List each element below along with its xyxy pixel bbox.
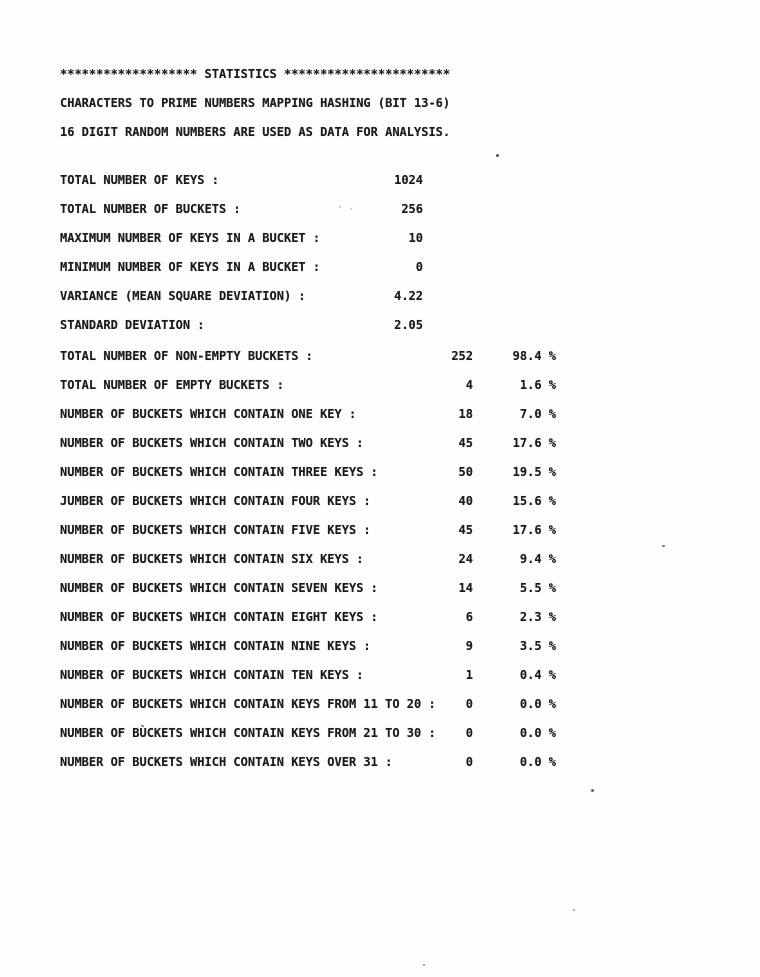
statistics-title: ******************* STATISTICS *********************** xyxy=(60,67,451,81)
stat-value: 45 xyxy=(458,436,473,450)
scan-speck xyxy=(662,545,665,547)
stat-value: 252 xyxy=(451,349,473,363)
stat-row xyxy=(0,698,760,713)
stat-row xyxy=(0,408,760,423)
stat-label: NUMBER OF BUCKETS WHICH CONTAIN TWO KEYS : xyxy=(60,436,364,450)
stat-label: NUMBER OF BUCKETS WHICH CONTAIN KEYS FROM 11 TO 20 : xyxy=(60,697,436,711)
scan-speck xyxy=(423,964,425,966)
data-source-subtitle: 16 DIGIT RANDOM NUMBERS ARE USED AS DATA FOR ANALYSIS. xyxy=(60,125,451,139)
stat-label: NUMBER OF BUCKETS WHICH CONTAIN ONE KEY : xyxy=(60,407,357,421)
stat-percent: 9.4 % xyxy=(519,552,556,566)
stat-row xyxy=(0,495,760,510)
stat-value: 24 xyxy=(458,552,473,566)
stat-percent: 0.0 % xyxy=(519,726,556,740)
stat-label: STANDARD DEVIATION : xyxy=(60,318,205,332)
stat-value: 18 xyxy=(458,407,473,421)
stat-label: NUMBER OF BÙCKETS WHICH CONTAIN KEYS FROM 21 TO 30 : xyxy=(60,726,436,740)
stat-value: 6 xyxy=(465,610,473,624)
stat-percent: 0.0 % xyxy=(519,697,556,711)
stat-label: NUMBER OF BUCKETS WHICH CONTAIN KEYS OVER 31 : xyxy=(60,755,393,769)
stat-label: NUMBER OF BUCKETS WHICH CONTAIN TEN KEYS : xyxy=(60,668,364,682)
stat-label: TOTAL NUMBER OF NON-EMPTY BUCKETS : xyxy=(60,349,313,363)
stat-row xyxy=(0,290,760,305)
stat-label: NUMBER OF BUCKETS WHICH CONTAIN SEVEN KEYS : xyxy=(60,581,378,595)
stat-label: TOTAL NUMBER OF EMPTY BUCKETS : xyxy=(60,378,284,392)
stat-percent: 19.5 % xyxy=(512,465,556,479)
stat-value: 9 xyxy=(465,639,473,653)
stat-row xyxy=(0,466,760,481)
stat-value: 4.22 xyxy=(394,289,423,303)
stat-percent: 5.5 % xyxy=(519,581,556,595)
hashing-method-subtitle: CHARACTERS TO PRIME NUMBERS MAPPING HASHING (BIT 13-6) xyxy=(60,96,451,110)
scan-speck xyxy=(573,909,575,911)
stat-percent: 1.6 % xyxy=(519,378,556,392)
stat-row xyxy=(0,611,760,626)
stat-percent: 98.4 % xyxy=(512,349,556,363)
stat-row xyxy=(0,203,760,218)
stat-label: TOTAL NUMBER OF BUCKETS : xyxy=(60,202,241,216)
stat-row xyxy=(0,232,760,247)
stat-row xyxy=(0,669,760,684)
stat-percent: 15.6 % xyxy=(512,494,556,508)
stat-label: TOTAL NUMBER OF KEYS : xyxy=(60,173,219,187)
stat-value: 40 xyxy=(458,494,473,508)
stat-label: NUMBER OF BUCKETS WHICH CONTAIN FIVE KEYS : xyxy=(60,523,371,537)
stat-value: 1024 xyxy=(394,173,423,187)
stat-percent: 17.6 % xyxy=(512,436,556,450)
scan-speck xyxy=(591,789,594,792)
stat-row xyxy=(0,727,760,742)
stat-value: 45 xyxy=(458,523,473,537)
stat-row xyxy=(0,379,760,394)
stat-label: JUMBER OF BUCKETS WHICH CONTAIN FOUR KEYS : xyxy=(60,494,371,508)
stat-row xyxy=(0,174,760,189)
stat-row xyxy=(0,553,760,568)
stat-value: 0 xyxy=(465,755,473,769)
stat-row xyxy=(0,640,760,655)
stat-row xyxy=(0,319,760,334)
stat-value: 0 xyxy=(465,697,473,711)
stat-value: 10 xyxy=(408,231,423,245)
stat-label: MINIMUM NUMBER OF KEYS IN A BUCKET : xyxy=(60,260,321,274)
stat-percent: 7.0 % xyxy=(519,407,556,421)
stat-value: 14 xyxy=(458,581,473,595)
stat-percent: 3.5 % xyxy=(519,639,556,653)
stat-value: 4 xyxy=(465,378,473,392)
stat-value: 2.05 xyxy=(394,318,423,332)
stat-row xyxy=(0,437,760,452)
scan-speck xyxy=(496,154,499,157)
stat-label: NUMBER OF BUCKETS WHICH CONTAIN THREE KEYS : xyxy=(60,465,378,479)
stat-label: NUMBER OF BUCKETS WHICH CONTAIN EIGHT KEYS : xyxy=(60,610,378,624)
stat-label: NUMBER OF BUCKETS WHICH CONTAIN SIX KEYS : xyxy=(60,552,364,566)
stat-row xyxy=(0,524,760,539)
scan-speck xyxy=(350,208,352,210)
stat-percent: 0.0 % xyxy=(519,755,556,769)
stat-percent: 17.6 % xyxy=(512,523,556,537)
stat-percent: 2.3 % xyxy=(519,610,556,624)
stat-value: 0 xyxy=(415,260,423,274)
stat-value: 0 xyxy=(465,726,473,740)
stat-percent: 0.4 % xyxy=(519,668,556,682)
scan-speck xyxy=(339,206,341,208)
stat-row xyxy=(0,756,760,771)
stat-row xyxy=(0,350,760,365)
stat-row xyxy=(0,582,760,597)
stat-label: NUMBER OF BUCKETS WHICH CONTAIN NINE KEYS : xyxy=(60,639,371,653)
stat-value: 256 xyxy=(401,202,423,216)
stat-label: VARIANCE (MEAN SQUARE DEVIATION) : xyxy=(60,289,306,303)
stat-label: MAXIMUM NUMBER OF KEYS IN A BUCKET : xyxy=(60,231,321,245)
stat-row xyxy=(0,261,760,276)
stat-value: 1 xyxy=(465,668,473,682)
stat-value: 50 xyxy=(458,465,473,479)
